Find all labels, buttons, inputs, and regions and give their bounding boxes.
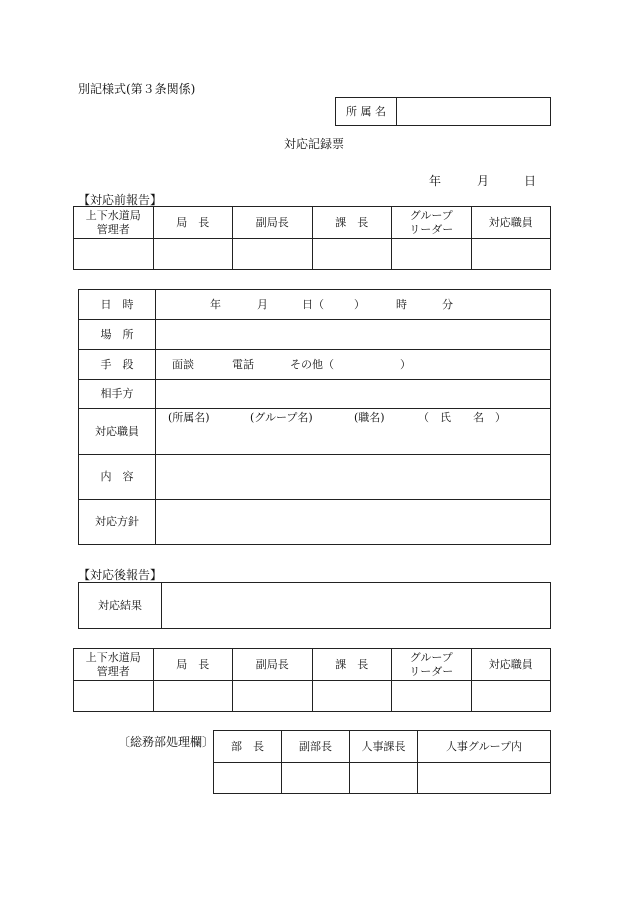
pre-stamp-manager[interactable] <box>74 239 154 270</box>
form-label: 別記様式(第３条関係) <box>78 82 196 96</box>
datetime-field[interactable] <box>156 290 551 320</box>
place-field[interactable] <box>156 320 551 350</box>
post-col-bureau-chief: 局 長 <box>153 649 233 681</box>
policy-field[interactable] <box>156 500 551 545</box>
counterpart-label: 相手方 <box>79 380 156 409</box>
post-col-manager: 上下水道局 管理者 <box>74 649 154 681</box>
method-field[interactable] <box>156 350 551 380</box>
pre-col-group-leader: グループ リーダー <box>392 207 472 239</box>
post-col-group-leader: グループ リーダー <box>392 649 472 681</box>
ga-stamp-hr-chief[interactable] <box>350 763 418 794</box>
pre-report-approval-table <box>73 206 551 270</box>
post-stamp-group-leader[interactable] <box>392 681 472 712</box>
content-field[interactable] <box>156 455 551 500</box>
method-phone[interactable]: 電話 <box>232 358 254 371</box>
result-field[interactable] <box>162 583 551 629</box>
date-day: 日 <box>524 174 537 188</box>
post-col-section-chief: 課 長 <box>312 649 392 681</box>
staff-group: (グループ名) <box>250 411 313 424</box>
datetime-label: 日 時 <box>79 290 156 320</box>
ga-col-deputy-director: 副部長 <box>282 731 350 763</box>
page-title: 対応記録票 <box>284 137 345 151</box>
pre-col-section-chief: 課 長 <box>312 207 392 239</box>
general-affairs-table <box>213 730 551 794</box>
staff-label: 対応職員 <box>79 409 156 455</box>
policy-label: 対応方針 <box>79 500 156 545</box>
ga-col-director: 部 長 <box>214 731 282 763</box>
post-stamp-manager[interactable] <box>74 681 154 712</box>
post-stamp-section-chief[interactable] <box>312 681 392 712</box>
datetime-minute: 分 <box>442 298 453 311</box>
datetime-hour: 時 <box>396 298 407 311</box>
pre-stamp-group-leader[interactable] <box>392 239 472 270</box>
ga-col-hr-group: 人事グループ内 <box>418 731 551 763</box>
affiliation-field[interactable] <box>397 98 551 126</box>
content-label: 内 容 <box>79 455 156 500</box>
ga-col-hr-chief: 人事課長 <box>350 731 418 763</box>
staff-position: (職名) <box>354 411 385 424</box>
method-meeting[interactable]: 面談 <box>172 358 194 371</box>
pre-report-label: 【対応前報告】 <box>78 193 163 207</box>
result-table <box>78 582 551 629</box>
pre-stamp-staff[interactable] <box>471 239 551 270</box>
post-report-approval-table <box>73 648 551 712</box>
staff-field[interactable] <box>156 409 551 455</box>
date-month: 月 <box>477 174 490 188</box>
post-col-staff: 対応職員 <box>471 649 551 681</box>
place-label: 場 所 <box>79 320 156 350</box>
post-stamp-deputy-chief[interactable] <box>233 681 313 712</box>
affiliation-table <box>335 97 551 126</box>
staff-name: （ 氏 名 ） <box>418 411 506 424</box>
ga-stamp-director[interactable] <box>214 763 282 794</box>
method-label: 手 段 <box>79 350 156 380</box>
pre-col-deputy-chief: 副局長 <box>233 207 313 239</box>
pre-stamp-section-chief[interactable] <box>312 239 392 270</box>
datetime-day: 日（ <box>302 298 324 311</box>
ga-stamp-deputy-director[interactable] <box>282 763 350 794</box>
post-stamp-staff[interactable] <box>471 681 551 712</box>
pre-col-manager: 上下水道局 管理者 <box>74 207 154 239</box>
ga-stamp-hr-group[interactable] <box>418 763 551 794</box>
date-year: 年 <box>429 174 442 188</box>
method-other-close: ） <box>400 358 411 371</box>
result-label: 対応結果 <box>79 583 162 629</box>
post-col-deputy-chief: 副局長 <box>233 649 313 681</box>
general-affairs-label: 〔総務部処理欄〕 <box>118 735 215 749</box>
counterpart-field[interactable] <box>156 380 551 409</box>
pre-stamp-deputy-chief[interactable] <box>233 239 313 270</box>
details-table <box>78 289 551 545</box>
staff-affiliation: (所属名) <box>168 411 210 424</box>
method-other[interactable]: その他（ <box>290 358 334 371</box>
pre-stamp-bureau-chief[interactable] <box>153 239 233 270</box>
datetime-month: 月 <box>257 298 268 311</box>
datetime-year: 年 <box>210 298 221 311</box>
post-report-label: 【対応後報告】 <box>78 568 163 582</box>
affiliation-label: 所 属 名 <box>336 98 397 126</box>
pre-col-staff: 対応職員 <box>471 207 551 239</box>
datetime-paren-close: ） <box>354 298 365 311</box>
pre-col-bureau-chief: 局 長 <box>153 207 233 239</box>
post-stamp-bureau-chief[interactable] <box>153 681 233 712</box>
